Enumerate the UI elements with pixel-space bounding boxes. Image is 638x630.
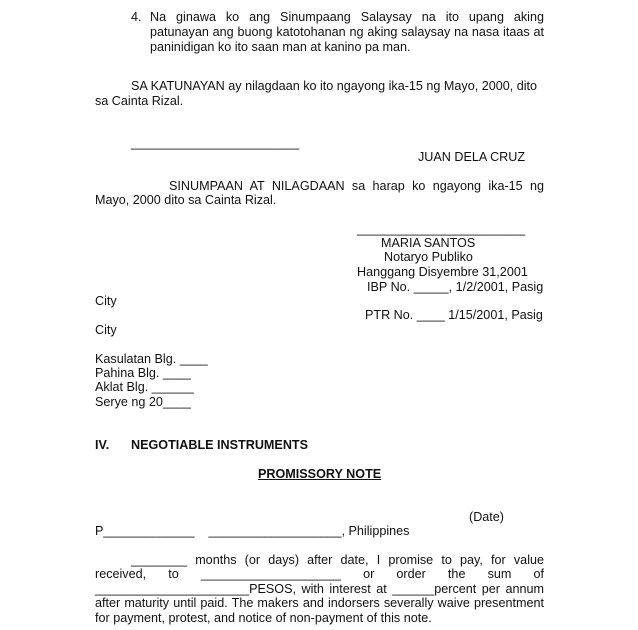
record-kasulatan: Kasulatan Blg. ____: [95, 352, 208, 366]
jurat-line2: Mayo, 2000 dito sa Cainta Rizal.: [95, 193, 277, 207]
item4-line3: paninidigan ko ito saan man at kanino pa man.: [150, 40, 411, 54]
notary-ptr-city: City: [95, 323, 117, 337]
note-para-line3: ______________________PESOS, with interest at ______percent per annum: [95, 582, 544, 596]
note-para-line4: after maturity until paid. The makers and indorsers severally waive presentment: [95, 596, 544, 610]
notary-signature-line: ________________________: [357, 222, 526, 236]
notary-commission: Hanggang Disyembre 31,2001: [357, 265, 528, 279]
note-amount-line: P_____________ ___________________, Philippines: [95, 524, 410, 538]
katunayan-line2: sa Cainta Rizal.: [95, 94, 184, 108]
notary-name: MARIA SANTOS: [381, 236, 476, 250]
note-title: PROMISSORY NOTE: [258, 467, 382, 481]
notary-title: Notaryo Publiko: [384, 250, 473, 264]
affiant-name: JUAN DELA CRUZ: [418, 150, 526, 164]
jurat-line1: SINUMPAAN AT NILAGDAAN sa harap ko ngayong ika-15 ng: [169, 179, 544, 193]
notary-ptr: PTR No. ____ 1/15/2001, Pasig: [365, 308, 543, 322]
note-para-line2: received, to ____________________ or order the sum of: [95, 567, 544, 581]
notary-ibp-city: City: [95, 294, 117, 308]
note-date-label: (Date): [469, 510, 504, 524]
record-pahina: Pahina Blg. ____: [95, 366, 191, 380]
section-number: IV.: [95, 438, 110, 452]
record-aklat: Aklat Blg. ______: [95, 380, 194, 394]
item-number: 4.: [131, 10, 142, 24]
section-title: NEGOTIABLE INSTRUMENTS: [131, 438, 309, 452]
affiant-signature-line: ________________________: [131, 136, 300, 150]
item4-line2: patunayan ang buong katotohanan ng aking salaysay na nasa itaas at: [150, 25, 544, 39]
note-para-line1: ________ months (or days) after date, I promise to pay, for value: [131, 553, 544, 567]
note-para-line5: for payment, protest, and notice of non-payment of this note.: [95, 611, 432, 625]
katunayan-line1: SA KATUNAYAN ay nilagdaan ko ito ngayong ika-15 ng Mayo, 2000, dito: [131, 79, 538, 93]
record-serye: Serye ng 20____: [95, 395, 191, 409]
item4-line1: Na ginawa ko ang Sinumpaang Salaysay na ito upang aking: [150, 10, 544, 24]
notary-ibp: IBP No. _____, 1/2/2001, Pasig: [367, 280, 544, 294]
